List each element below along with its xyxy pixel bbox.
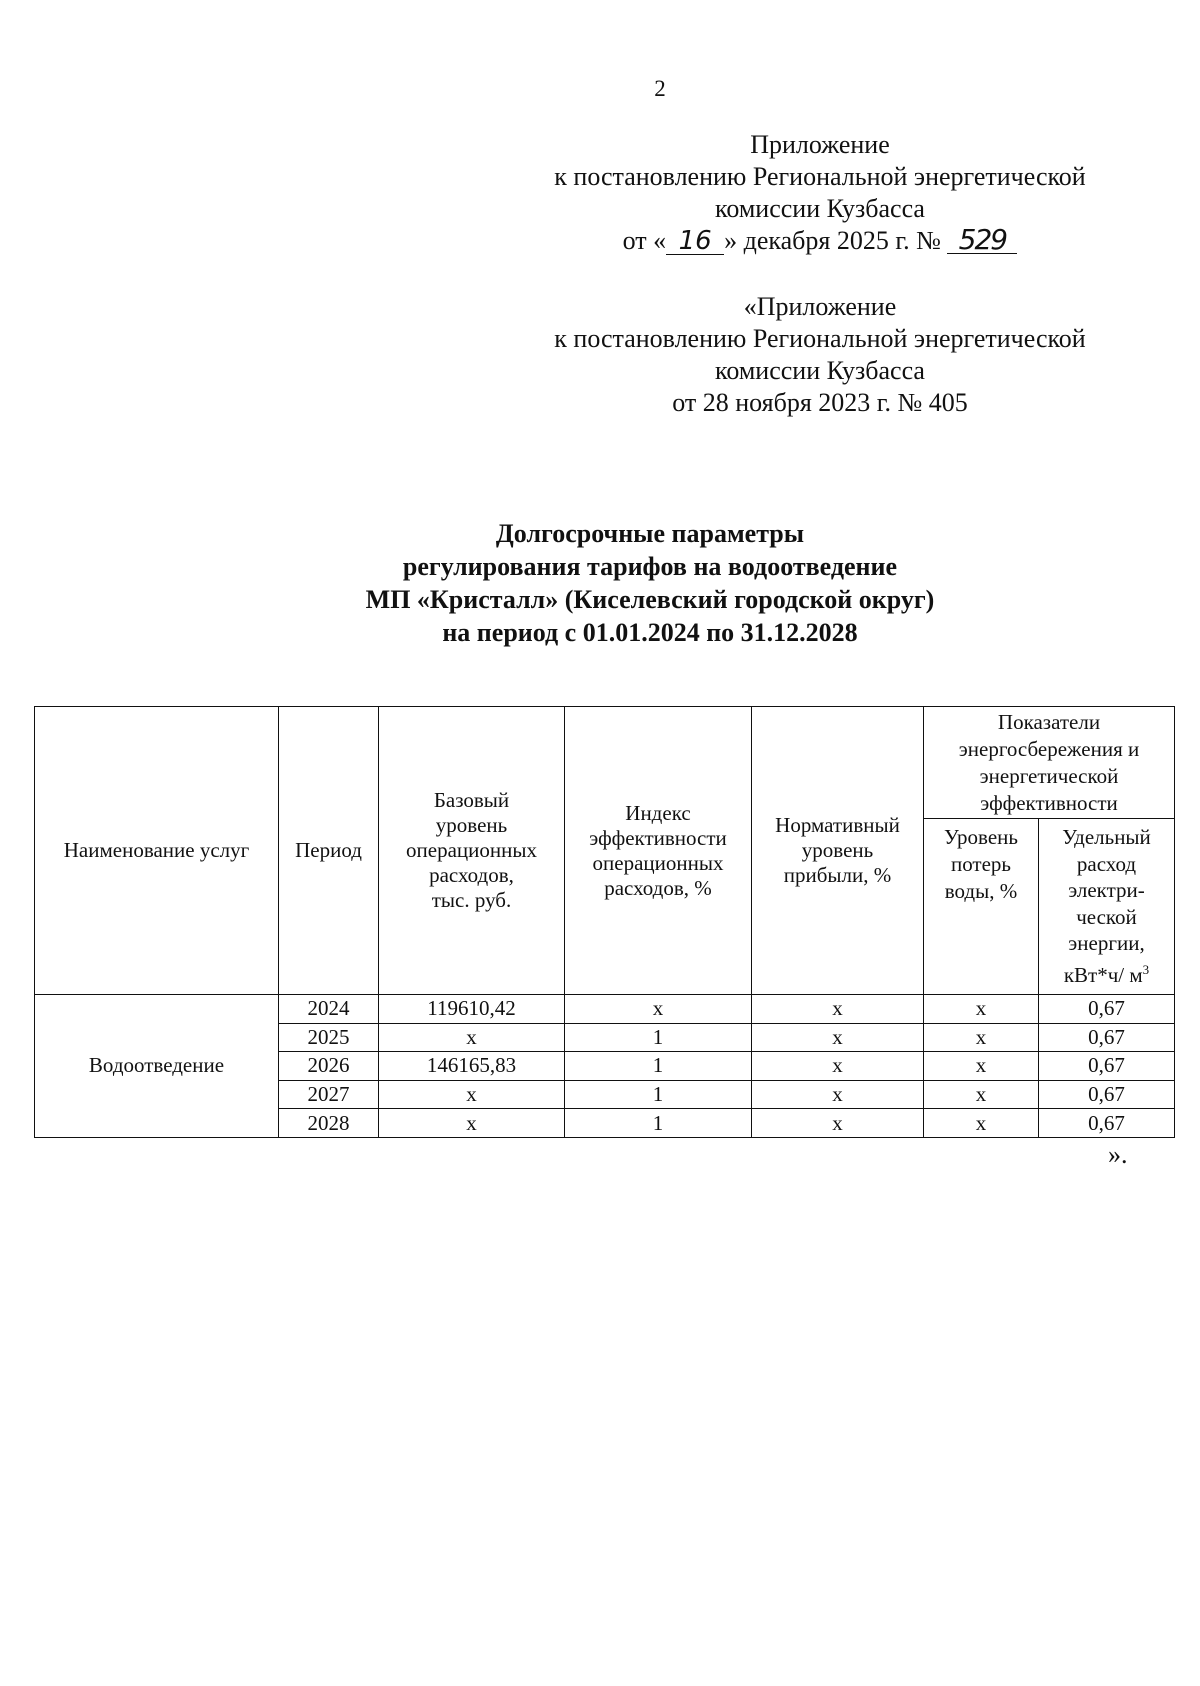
title-line: регулирования тарифов на водоотведение bbox=[402, 552, 898, 581]
efficiency-index-cell: 1 bbox=[565, 1052, 752, 1081]
efficiency-index-cell: 1 bbox=[565, 1080, 752, 1109]
efficiency-index-cell: х bbox=[565, 995, 752, 1024]
header-line: расход bbox=[1076, 851, 1137, 876]
period-cell: 2027 bbox=[279, 1080, 379, 1109]
base-level-cell: 119610,42 bbox=[379, 995, 565, 1024]
annex-commission-line: комиссии Кузбасса bbox=[715, 194, 925, 223]
handwritten-day: 16 bbox=[666, 228, 724, 255]
date-prefix: от « bbox=[622, 226, 667, 255]
header-line: электри- bbox=[1068, 878, 1145, 902]
header-line bbox=[1043, 957, 1170, 989]
profit-level-cell: х bbox=[752, 995, 924, 1024]
annex-resolution-line: к постановлению Региональной энергетической bbox=[554, 162, 1086, 191]
power-use-cell: 0,67 bbox=[1039, 1052, 1175, 1081]
period-cell: 2028 bbox=[279, 1109, 379, 1138]
closing-quote: ». bbox=[1108, 1140, 1128, 1169]
profit-level-cell: х bbox=[752, 1052, 924, 1081]
title-line: на период с 01.01.2024 по 31.12.2028 bbox=[442, 618, 858, 647]
base-level-cell: х bbox=[379, 1109, 565, 1138]
annex-header-original bbox=[480, 291, 1160, 419]
header-line: Индекс bbox=[625, 800, 691, 825]
header-line: эффективности bbox=[980, 790, 1118, 815]
header-line: Базовый bbox=[433, 788, 510, 812]
annex-commission-line: комиссии Кузбасса bbox=[715, 356, 925, 385]
water-loss-cell: х bbox=[924, 1109, 1039, 1138]
water-loss-cell: х bbox=[924, 995, 1039, 1024]
power-use-cell: 0,67 bbox=[1039, 1023, 1175, 1052]
table-row bbox=[35, 995, 1175, 1024]
header-line: энергии, bbox=[1068, 931, 1145, 955]
header-line: эффективности bbox=[589, 825, 727, 850]
period-cell: 2026 bbox=[279, 1052, 379, 1081]
header-row bbox=[35, 707, 1175, 819]
header-period: Период bbox=[279, 707, 379, 995]
header-energy-group bbox=[924, 707, 1175, 819]
water-loss-cell: х bbox=[924, 1080, 1039, 1109]
period-cell: 2025 bbox=[279, 1023, 379, 1052]
power-use-cell: 0,67 bbox=[1039, 1080, 1175, 1109]
header-water-loss bbox=[924, 819, 1039, 995]
title-line: МП «Кристалл» (Киселевский городской округ) bbox=[365, 585, 935, 614]
header-line: энергетической bbox=[979, 763, 1119, 788]
base-level-cell: х bbox=[379, 1023, 565, 1052]
unit-text: кВт*ч/ м bbox=[1063, 962, 1143, 987]
date-middle: » декабря 2025 г. № bbox=[724, 226, 941, 255]
service-name-cell: Водоотведение bbox=[35, 995, 279, 1138]
header-base-level bbox=[379, 707, 565, 995]
power-use-cell: 0,67 bbox=[1039, 1109, 1175, 1138]
water-loss-cell: х bbox=[924, 1023, 1039, 1052]
header-line: Удельный bbox=[1062, 825, 1151, 849]
water-loss-cell: х bbox=[924, 1052, 1039, 1081]
period-cell: 2024 bbox=[279, 995, 379, 1024]
annex-heading: Приложение bbox=[750, 130, 890, 159]
power-use-cell: 0,67 bbox=[1039, 995, 1175, 1024]
title-line: Долгосрочные параметры bbox=[495, 519, 805, 548]
header-line: уровень bbox=[435, 813, 508, 837]
profit-level-cell: х bbox=[752, 1080, 924, 1109]
header-efficiency-index bbox=[565, 707, 752, 995]
header-line: Уровень bbox=[944, 825, 1018, 849]
unit-superscript: 3 bbox=[1142, 961, 1150, 977]
header-line: воды, % bbox=[944, 879, 1018, 903]
document-title bbox=[300, 517, 1000, 649]
header-line: операционных bbox=[406, 838, 537, 862]
header-line: энергосбережения и bbox=[958, 736, 1140, 761]
parameters-table bbox=[34, 706, 1175, 1138]
base-level-cell: х bbox=[379, 1080, 565, 1109]
header-line: расходов, % bbox=[604, 875, 712, 900]
annex-date-line bbox=[480, 225, 1160, 257]
header-line: тыс. руб. bbox=[431, 888, 512, 912]
annex-header-current bbox=[480, 129, 1160, 257]
header-line: операционных bbox=[592, 850, 724, 875]
header-line: потерь bbox=[950, 852, 1012, 876]
header-line: расходов, bbox=[429, 863, 514, 887]
header-service: Наименование услуг bbox=[35, 707, 279, 995]
page-number: 2 bbox=[654, 76, 666, 101]
profit-level-cell: х bbox=[752, 1023, 924, 1052]
annex-heading: «Приложение bbox=[743, 292, 897, 321]
base-level-cell: 146165,83 bbox=[379, 1052, 565, 1081]
header-profit-level bbox=[752, 707, 924, 995]
header-line: ческой bbox=[1076, 904, 1137, 929]
header-line: уровень bbox=[801, 838, 874, 862]
header-power-use bbox=[1039, 819, 1175, 995]
efficiency-index-cell: 1 bbox=[565, 1109, 752, 1138]
annex-resolution-line: к постановлению Региональной энергетической bbox=[554, 324, 1086, 353]
profit-level-cell: х bbox=[752, 1109, 924, 1138]
efficiency-index-cell: 1 bbox=[565, 1023, 752, 1052]
header-line: прибыли, % bbox=[783, 863, 892, 887]
header-line: Нормативный bbox=[775, 813, 900, 837]
header-line: Показатели bbox=[997, 709, 1101, 734]
annex-date-line: от 28 ноября 2023 г. № 405 bbox=[672, 388, 968, 417]
handwritten-number: 529 bbox=[947, 227, 1017, 254]
